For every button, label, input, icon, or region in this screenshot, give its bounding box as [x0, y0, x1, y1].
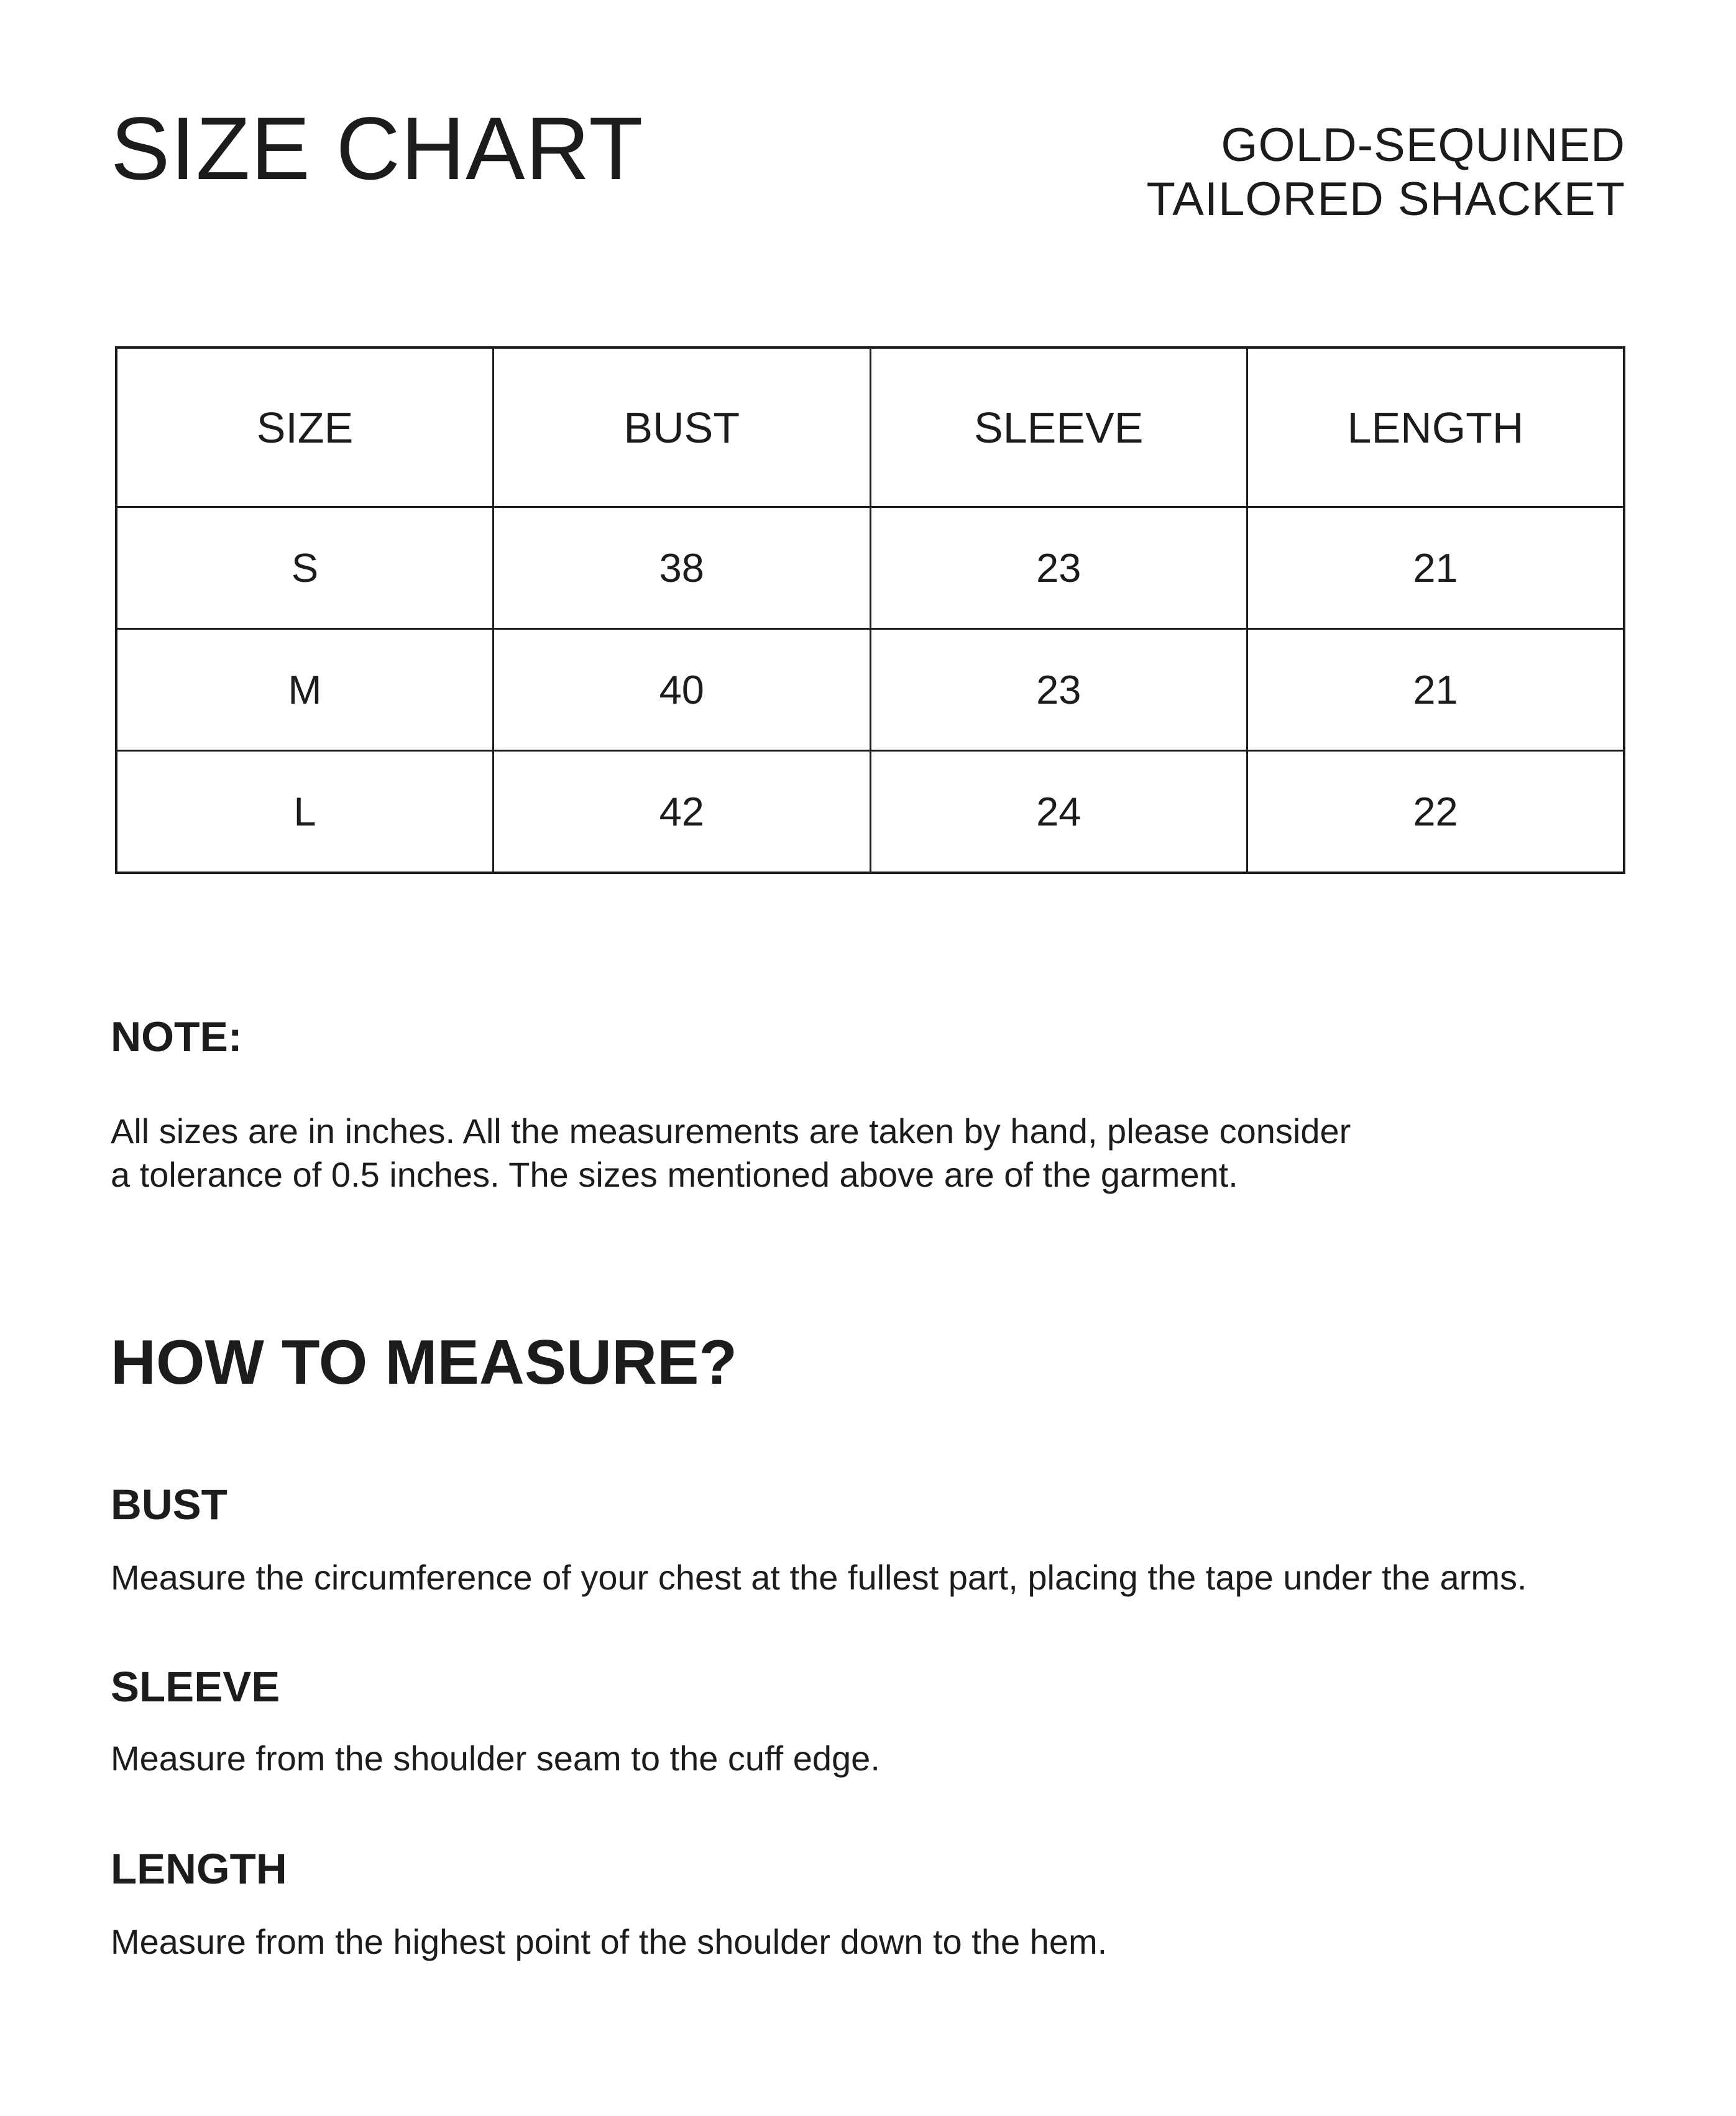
- header-cell-size: SIZE: [116, 347, 494, 507]
- note-text-line2: a tolerance of 0.5 inches. The sizes mentioned above are of the garment.: [111, 1155, 1238, 1194]
- cell-m-length: 21: [1247, 629, 1625, 751]
- cell-m-bust: 40: [494, 629, 871, 751]
- page-title: SIZE CHART: [111, 99, 644, 198]
- sleeve-section-heading: SLEEVE: [111, 1663, 280, 1711]
- product-name-line2: TAILORED SHACKET: [1146, 173, 1625, 226]
- cell-l-size: L: [116, 751, 494, 873]
- product-name-line1: GOLD-SEQUINED: [1221, 119, 1625, 172]
- table-row-l: [116, 751, 1624, 873]
- table-row-m: [116, 629, 1624, 751]
- header-cell-length: LENGTH: [1247, 347, 1625, 507]
- size-table-header-row: [116, 347, 1624, 507]
- table-row-s: [116, 507, 1624, 629]
- note-text: [111, 1110, 1351, 1197]
- header-cell-sleeve: SLEEVE: [870, 347, 1247, 507]
- cell-s-sleeve: 23: [870, 507, 1247, 629]
- sleeve-section-description: Measure from the shoulder seam to the cuff edge.: [111, 1739, 880, 1778]
- note-label: NOTE:: [111, 1013, 242, 1060]
- cell-m-sleeve: 23: [870, 629, 1247, 751]
- bust-section-heading: BUST: [111, 1481, 227, 1529]
- cell-l-bust: 42: [494, 751, 871, 873]
- cell-s-size: S: [116, 507, 494, 629]
- cell-l-length: 22: [1247, 751, 1625, 873]
- cell-s-length: 21: [1247, 507, 1625, 629]
- cell-l-sleeve: 24: [870, 751, 1247, 873]
- length-section-description: Measure from the highest point of the shoulder down to the hem.: [111, 1922, 1108, 1961]
- cell-m-size: M: [116, 629, 494, 751]
- header-cell-bust: BUST: [494, 347, 871, 507]
- bust-section-description: Measure the circumference of your chest at the fullest part, placing the tape under the arms.: [111, 1558, 1527, 1597]
- product-name: [1146, 118, 1625, 226]
- length-section-heading: LENGTH: [111, 1845, 287, 1893]
- how-to-measure-title: HOW TO MEASURE?: [111, 1328, 738, 1397]
- note-text-line1: All sizes are in inches. All the measurements are taken by hand, please consider: [111, 1111, 1351, 1151]
- cell-s-bust: 38: [494, 507, 871, 629]
- size-table: [115, 346, 1625, 874]
